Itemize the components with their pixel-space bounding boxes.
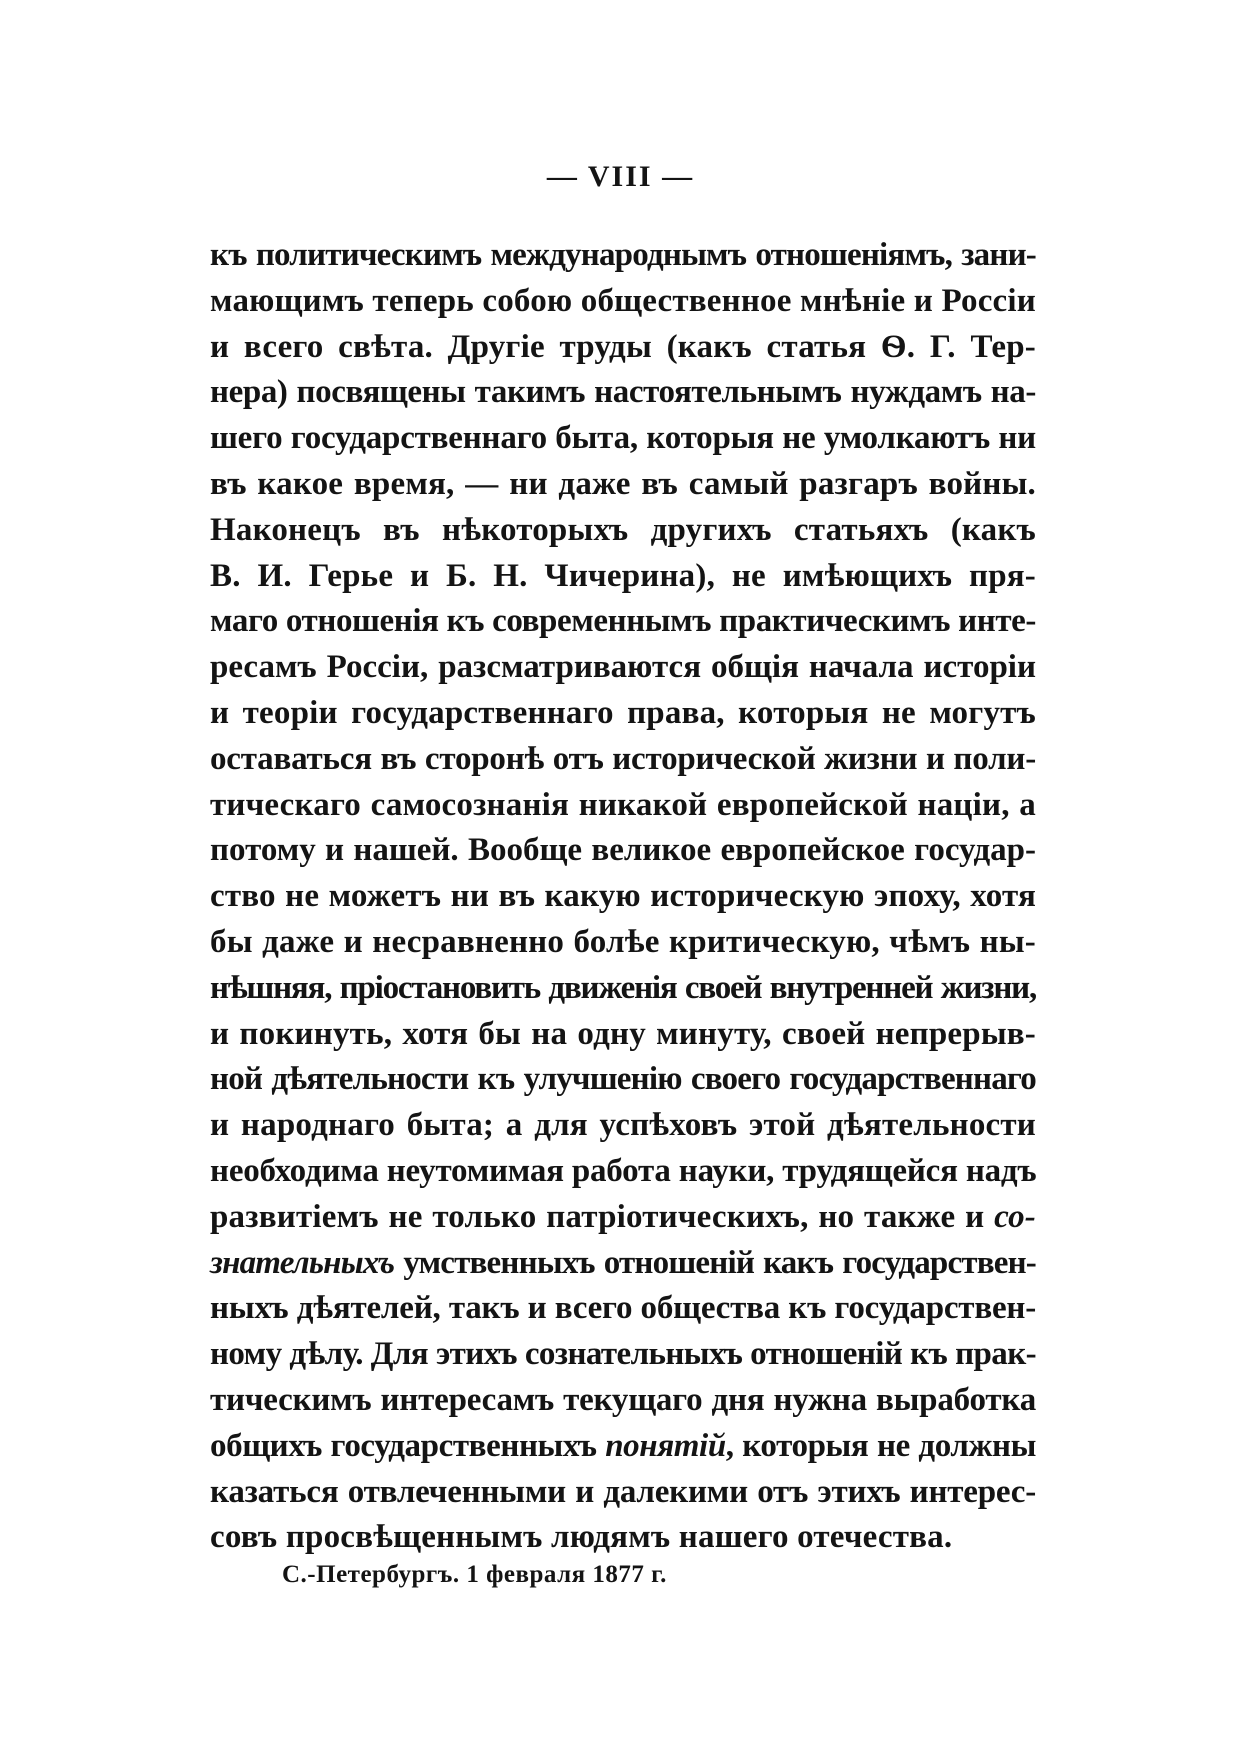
italic-word: понятій <box>605 1427 726 1464</box>
text-line <box>210 1424 1036 1470</box>
text-line: казаться отвлеченными и далекими отъ этихъ интерес- <box>210 1473 1036 1510</box>
text-line: и теоріи государственнаго права, которыя не могутъ <box>210 694 1036 731</box>
text-line: въ какое время, — ни даже въ самый разгаръ войны. <box>210 465 1036 502</box>
italic-word: со- <box>994 1198 1036 1235</box>
text-line: шего государственнаго быта, которыя не умолкаютъ ни <box>210 420 1036 457</box>
text-line: ной дѣятельности къ улучшенію своего государственнаго <box>210 1061 1036 1098</box>
text-line: потому и нашей. Вообще великое европейское государ- <box>210 832 1036 869</box>
text-line: къ политическимъ международнымъ отношеніямъ, зани- <box>210 237 1036 273</box>
text-line: и покинуть, хотя бы на одну минуту, своей непрерыв- <box>210 1015 1036 1052</box>
text-line: ныхъ дѣятелей, такъ и всего общества къ государствен- <box>210 1290 1036 1327</box>
text-line: бы даже и несравненно болѣе критическую, чѣмъ ны- <box>210 923 1036 960</box>
text-segment: умственныхъ отношеній какъ государствен- <box>394 1244 1036 1281</box>
text-line <box>210 1195 1036 1241</box>
page-number: — VIII — <box>546 160 695 193</box>
text-line: маго отношенія къ современнымъ практическимъ инте- <box>210 603 1036 640</box>
text-line <box>210 1241 1036 1287</box>
text-line: Наконецъ въ нѣкоторыхъ другихъ статьяхъ (какъ <box>210 511 1036 548</box>
text-segment: развитіемъ не только патріотическихъ, но также и <box>210 1198 995 1235</box>
text-line: мающимъ теперь собою общественное мнѣніе и Россіи <box>210 282 1036 319</box>
text-line: ство не можетъ ни въ какую историческую эпоху, хотя <box>210 878 1036 915</box>
text-line: и народнаго быта; а для успѣховъ этой дѣятельности <box>210 1107 1036 1144</box>
text-line: тическаго самосознанія никакой европейской націи, а <box>210 786 1036 823</box>
body-text <box>210 233 1036 1561</box>
text-line: нѣшняя, пріостановить движенія своей внутренней жизни, <box>210 969 1036 1006</box>
place-date-signature: С.-Петербургъ. 1 февраля 1877 г. <box>282 1561 667 1588</box>
text-line: В. И. Герье и Б. Н. Чичерина), не имѣющихъ пря- <box>210 557 1036 594</box>
text-line: ному дѣлу. Для этихъ сознательныхъ отношеній къ прак- <box>210 1336 1036 1373</box>
text-line: ресамъ Россіи, разсматриваются общія начала исторіи <box>210 649 1036 686</box>
text-line: и всего свѣта. Другіе труды (какъ статья Ѳ. Г. Тер- <box>210 328 1036 365</box>
text-line: тическимъ интересамъ текущаго дня нужна выработка <box>210 1381 1036 1418</box>
text-line: совъ просвѣщеннымъ людямъ нашего отечества. <box>210 1519 953 1556</box>
italic-word: знательныхъ <box>210 1244 395 1281</box>
text-line: необходима неутомимая работа науки, трудящейся надъ <box>210 1152 1037 1189</box>
text-line: нера) посвящены такимъ настоятельнымъ нуждамъ на- <box>210 374 1036 411</box>
text-segment: общихъ государственныхъ <box>210 1427 606 1464</box>
text-line: оставаться въ сторонѣ отъ исторической жизни и поли- <box>210 740 1036 777</box>
text-segment: , которыя не должны <box>725 1427 1036 1464</box>
